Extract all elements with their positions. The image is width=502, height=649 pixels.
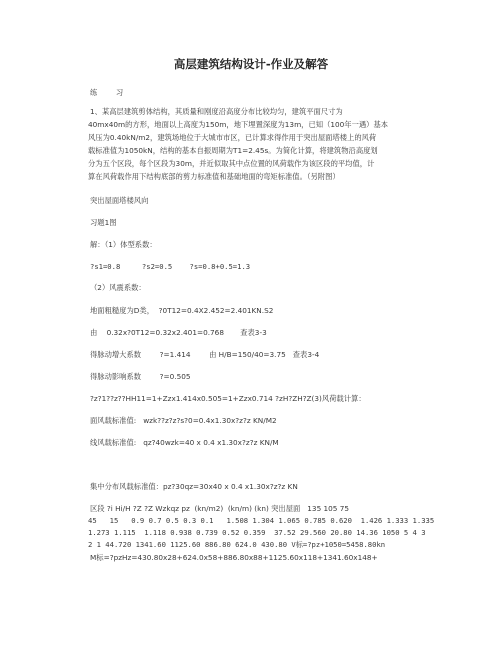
equation-concentrated-load: 集中分布风载标准值：pz?30qz=30x40 x 0.4 x1.30x?z?z KN [90,482,298,491]
table-text-line-1: 区段 ?i Hi/H ?Z ?Z Wzkqz pz (kn/m2) (kn/m) (kn) 突出屋面 135 105 75 [90,504,350,513]
equation-shape-coefficients: ?s1=0.8 ?s2=0.5 ?s=0.8+0.5=1.3 [90,262,251,271]
problem-text-line-6: 算在风荷载作用下结构底部的剪力标准值和基础地面的弯矩标准值。（另附图） [88,172,340,181]
equation-moment: M标=?pzHz=430.80x28+624.0x58+886.80x88+1125.60x118+1341.60x148+ [90,553,378,562]
section-heading-exercise: 练 习 [90,88,124,97]
table-text-line-2: 45 15 0.9 0.7 0.5 0.3 0.1 1.508 1.304 1.065 0.785 0.620 1.426 1.333 1.335 [88,516,435,525]
page-title: 高层建筑结构设计-作业及解答 [173,57,329,71]
problem-text-line-1: 1、某高层建筑剪体结构，其质量和刚度沿高度分布比较均匀，建筑平面尺寸为 [90,107,343,116]
solution-step-1: 解：（1）体型系数： [90,240,157,249]
problem-text-line-5: 分为五个区段，每个区段为30m，并近似取其中点位置的风荷载作为该区段的平均值，计 [88,159,375,168]
equation-surface-load: 面风载标准值: wzk??z?z?s?0=0.4x1.30x?z?z KN/M2 [90,416,277,425]
table-text-line-3: 1.273 1.115 1.118 0.938 0.739 0.52 0.359 37.52 29.560 20.80 14.36 1050 5 4 3 [88,528,426,537]
equation-line-load: 线风载标准值: qz?40wzk=40 x 0.4 x1.30x?z?z KN/M [90,438,279,447]
figure-caption-tower: 突出屋面塔楼风向 [90,196,149,205]
equation-amplification: 得脉动增大系数 ?=1.414 由 H/B=150/40=3.75 查表3-4 [90,350,320,359]
problem-text-line-3: 风压为0.40kN/m2，建筑场地位于大城市市区，已计算求得作用于突出屋面塔楼上的风荷 [88,133,377,142]
equation-wind-vibration: ?z?1??z??HH11=1+Zzx1.414x0.505=1+Zzx0.714 ?zH?ZH?Z(3)风荷载计算： [90,394,366,403]
solution-step-2: （2）风震系数： [90,283,146,292]
problem-text-line-2: 40mx40m的方形，地面以上高度为150m，地下埋置深度为13m，已知（100年一遇）基本 [88,120,389,129]
equation-roughness: 地面粗糙度为D类， ?0T12=0.4X2.452=2.401KN.S2 [90,306,274,315]
problem-text-line-4: 载标准值为1050kN，结构的基本自振周期为T1=2.45s。为简化计算，将建筑物沿高度划 [88,146,378,155]
equation-lookup-3-3: 由 0.32x?0T12=0.32x2.401=0.768 查表3-3 [90,328,267,337]
table-text-line-4: 2 1 44.720 1341.60 1125.60 886.80 624.0 430.80 V标=?pz+1050=5458.80kn [88,540,386,549]
equation-influence: 得脉动影响系数 ?=0.505 [90,372,191,381]
figure-caption-exercise: 习题1图 [90,218,117,227]
